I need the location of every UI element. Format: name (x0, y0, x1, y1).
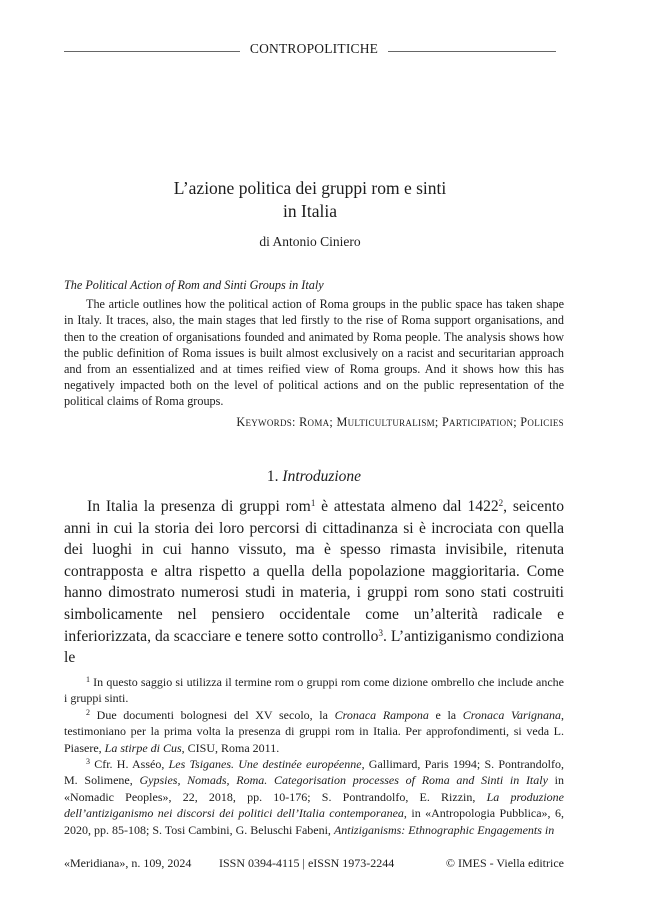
keywords-label: Keywords: (236, 414, 296, 429)
footnote-italic: Cronaca Rampona (334, 707, 429, 722)
body-text-run: In Italia la presenza di gruppi rom (87, 498, 311, 515)
footnote-text: , testimoniano per la prima volta la presenza di gruppi rom in Italia. Per approfondimenti, si veda L. Piasere, (64, 707, 564, 755)
footnote-text: In questo saggio si utilizza il termine rom o gruppi rom come dizione ombrello che include anche i gruppi sinti. (64, 675, 564, 706)
running-header (64, 41, 556, 61)
abstract-block (64, 277, 564, 430)
body-text-run: , seicento anni in cui la storia dei loro percorsi di cittadinanza si è incrociata con quella dei luoghi in cui hanno vissuto, ma è spesso rimasta invisibile, ritenuta contrapposta e altra rispetto a quella della popolazione maggioritaria. Come hanno dimostrato numerosi studi in materia, i gruppi rom sono stati costruiti simbolicamente nel pensiero occidentale come un’alterità radicale e inferiorizzata, da scacciare e tenere sotto controllo (64, 498, 565, 645)
footnote-italic: Les Tsiganes. Une destinée européenne (168, 757, 362, 772)
footnotes (64, 674, 564, 838)
section-title: Introduzione (282, 468, 362, 485)
section-heading (64, 468, 564, 486)
footnote-italic: La produzione dell’antiziganismo nei discorsi dei politici dell’Italia contemporanea (64, 789, 564, 821)
section-number: 1. (266, 468, 279, 485)
footnote-text: , Gallimard, Paris 1994; S. Pontrandolfo, M. Solimene, (64, 757, 564, 788)
footnote-italic: Cronaca Varignana (462, 707, 561, 722)
footnote-text: Due documenti bolognesi del XV secolo, la (90, 707, 335, 722)
header-rule-right (388, 51, 556, 52)
footnote-text: , CISU, Roma 2011. (181, 740, 280, 755)
footnote-number: 1 (86, 675, 90, 684)
keywords-line (64, 414, 564, 430)
footnote-2 (64, 707, 564, 756)
footnote-italic: La stirpe di Cus (104, 740, 182, 755)
article-title (64, 177, 556, 223)
footnote-text: , in «Antropologia Pubblica», 6, 2020, pp. 85-108; S. Tosi Cambini, G. Beluschi Fabeni, (64, 806, 564, 837)
footnote-number: 2 (86, 707, 90, 717)
footnote-3 (64, 756, 564, 838)
footnote-ref-3[interactable]: 3 (378, 627, 383, 638)
footnote-ref-1[interactable]: 1 (310, 498, 316, 508)
keywords-list: Roma; Multiculturalism; Participation; Policies (299, 414, 564, 429)
footnote-italic: Antiziganisms: Ethnographic Engagements in (333, 822, 555, 837)
footnote-ref-2[interactable]: 2 (498, 498, 504, 508)
article-title-line2: in Italia (283, 201, 337, 221)
footnote-text: in «Nomadic Peoples», 22, 2018, pp. 10-176; S. Pontrandolfo, E. Rizzin, (64, 773, 564, 804)
footer-journal: «Meridiana», n. 109, 2024 (64, 856, 192, 870)
footnote-text: e la (428, 707, 463, 722)
body-text-run: è attestata almeno dal 1422 (315, 498, 499, 515)
footer-issn: ISSN 0394-4115 | eISSN 1973-2244 (219, 856, 395, 870)
article-title-line1: L’azione politica dei gruppi rom e sinti (173, 178, 447, 198)
footnote-text: Cfr. H. Asséo, (90, 757, 169, 772)
abstract-title: The Political Action of Rom and Sinti Groups in Italy (64, 278, 324, 292)
running-title: CONTROPOLITICHE (249, 41, 379, 56)
footnote-italic: Gypsies, Nomads, Roma. Categorisation processes of Roma and Sinti in Italy (139, 773, 548, 788)
footnote-1 (64, 674, 564, 707)
article-author: di Antonio Ciniero (259, 234, 361, 249)
abstract-body: The article outlines how the political action of Roma groups in the public space has taken shape in Italy. It traces, also, the main stages that led firstly to the rise of Roma support organisations, and then to the creation of organisations founded and animated by Roma people. The analysis shows how the public definition of Roma issues is built almost exclusively on a racist and securitarian approach and from an essentialized and at times reified view of Roma groups. And it shows how this has negatively impacted both on the level of political actions and on the public representation of the political claims of Roma groups. (64, 297, 564, 409)
footer-publisher: © IMES - Viella editrice (445, 856, 564, 870)
body-paragraph (64, 496, 564, 669)
body-text-run: . L’antiziganismo condiziona le (64, 627, 564, 667)
header-rule-left (64, 51, 240, 52)
footnote-number: 3 (86, 757, 90, 767)
